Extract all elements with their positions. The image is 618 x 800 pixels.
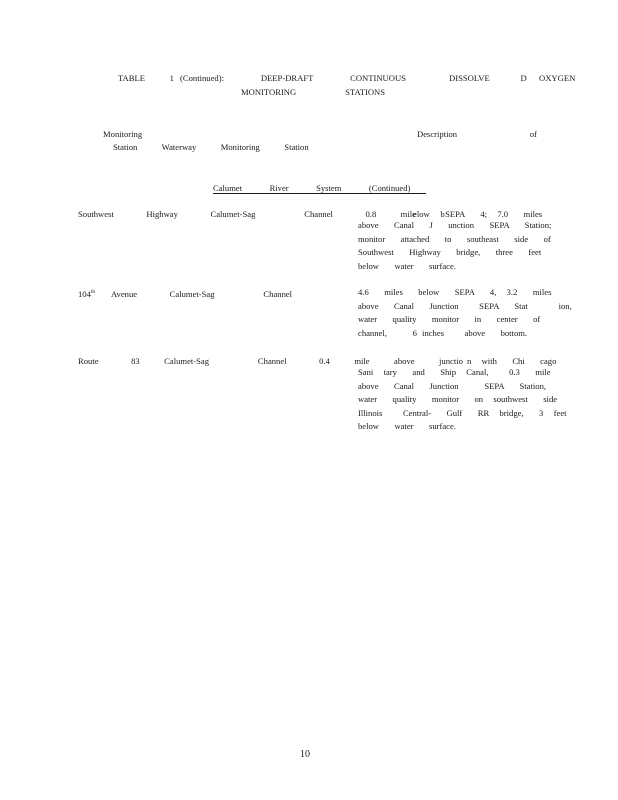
row-3-desc-line-6: below water surface. bbox=[358, 421, 456, 432]
row-1-desc-line-5: below water surface. bbox=[358, 260, 456, 271]
row-2-desc-line-4: channel, 6 inches above bottom. bbox=[358, 327, 528, 338]
row-3-desc-line-2: Sani tary and Ship Canal, 0.3 mile bbox=[358, 367, 551, 377]
row-1-desc-line-4: Southwest Highway bridge, three feet bbox=[358, 247, 542, 258]
page-number: 10 bbox=[300, 749, 310, 760]
column-header-row-2: Station Waterway Monitoring Station bbox=[113, 142, 309, 152]
row-1-desc-line-2: above Canal J unction SEPA Station; bbox=[358, 220, 552, 230]
row-3-desc-line-5: Illinois Central- Gulf RR bridge, 3 feet bbox=[358, 407, 567, 418]
row-3-description bbox=[358, 366, 567, 434]
row-2-desc-line-3: water quality monitor in center of bbox=[358, 314, 541, 325]
table-title-line-2: MONITORING STATIONS bbox=[241, 87, 386, 97]
row-2-station-info bbox=[78, 289, 292, 299]
row-1-desc-line-1: elow SEPA 4; 7.0 miles bbox=[413, 209, 543, 219]
row-2-ordinal-suffix: th bbox=[90, 289, 96, 296]
row-1-description bbox=[358, 219, 552, 273]
row-2-description bbox=[358, 286, 572, 340]
row-2-station-number: 104 bbox=[78, 289, 91, 299]
row-3-station-info: Route 83 Calumet-Sag Channel 0.4 mile above junctio bbox=[78, 356, 463, 366]
table-title-line-1: TABLE 1 (Continued): DEEP-DRAFT CONTINUOUS DISSOLVE D OXYGEN bbox=[118, 73, 576, 83]
row-1-desc-line-3: monitor attached to southeast side of bbox=[358, 233, 551, 244]
row-2-desc-line-1: 4.6 miles below SEPA 4, 3.2 miles bbox=[358, 287, 552, 297]
row-2-desc-line-2: above Canal Junction SEPA Stat ion, bbox=[358, 300, 572, 311]
row-2-station-rest: Avenue Calumet-Sag Channel bbox=[95, 289, 293, 299]
row-1-station-info: Southwest Highway Calumet-Sag Channel 0.8 mile b bbox=[78, 209, 445, 219]
row-3-desc-line-1: n with Chi cago bbox=[467, 356, 557, 366]
column-header-description-of: Description of bbox=[417, 129, 537, 139]
row-3-desc-line-4: water quality monitor on southwest side bbox=[358, 394, 558, 405]
section-title: Calumet River System (Continued) bbox=[213, 183, 426, 194]
row-3-desc-line-3: above Canal Junction SEPA Station, bbox=[358, 380, 547, 391]
column-header-monitoring: Monitoring bbox=[103, 129, 143, 139]
